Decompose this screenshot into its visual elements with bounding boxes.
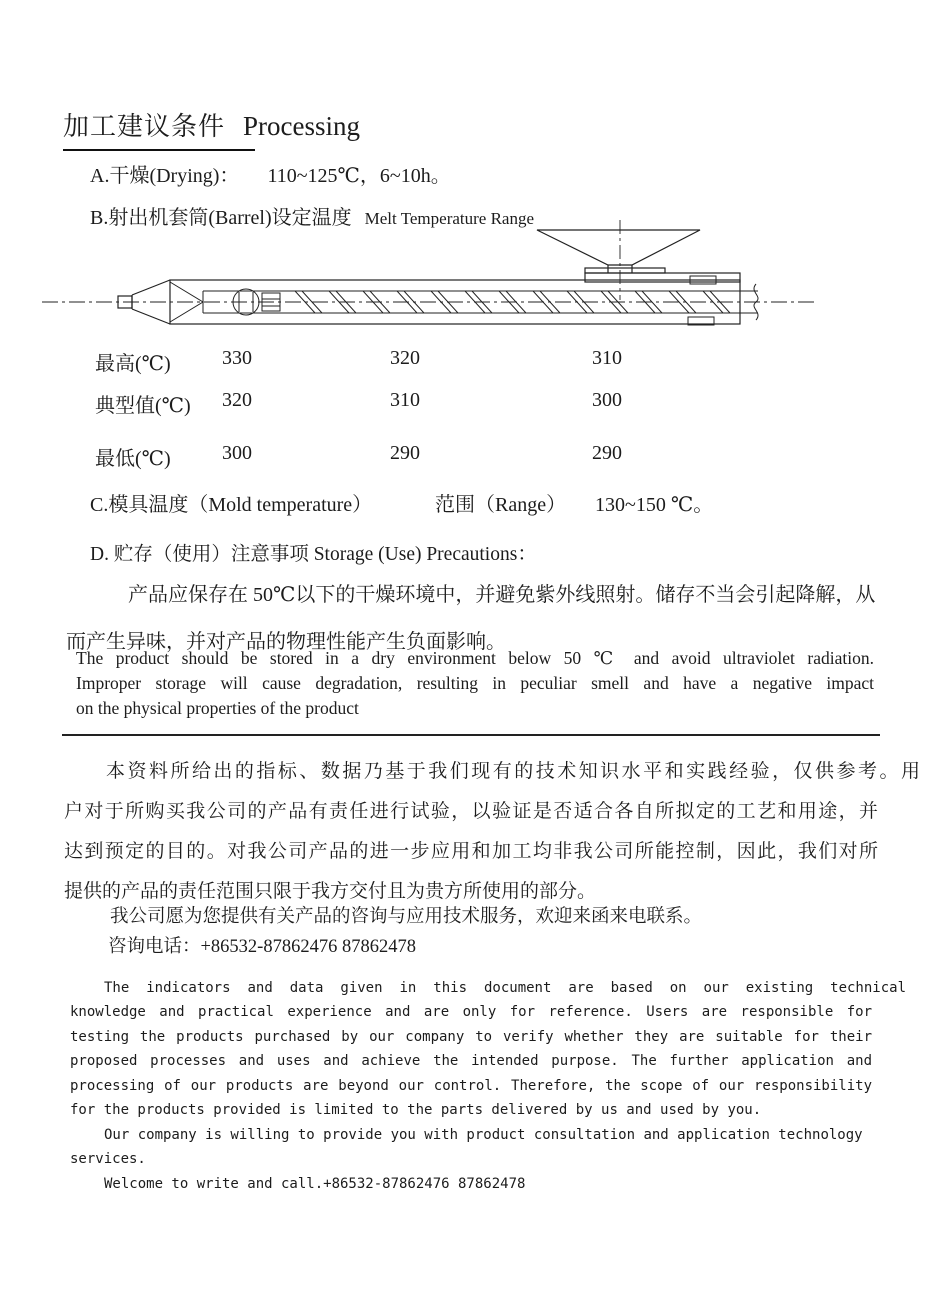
page-title-cn: 加工建议条件 <box>63 112 226 141</box>
contact-phone-cn: 咨询电话：+86532-87862476 87862478 <box>108 937 416 957</box>
title-underline <box>63 149 255 151</box>
page-title <box>63 106 360 143</box>
min-zone1: 300 <box>222 442 252 464</box>
disclaimer-en-line6: for the products provided is limited to the parts delivered by us and used by you. <box>70 1102 762 1118</box>
hopper-flange <box>585 268 665 273</box>
disclaimer-cn-line1: 本资料所给出的指标、数据乃基于我们现有的技术知识水平和实践经验，仅供参考。用 <box>106 761 920 782</box>
disclaimer-cn-line2: 户对于所购买我公司的产品有责任进行试验，以验证是否适合各自所拟定的工艺和用途，并 <box>64 801 878 822</box>
disclaimer-en-line5: processing of our products are beyond our control. Therefore, the scope of our responsibility <box>70 1078 872 1094</box>
drying-label: A.干燥(Drying)： <box>90 165 240 187</box>
disclaimer-en-line4: proposed processes and uses and achieve the intended purpose. The further application and <box>70 1053 872 1069</box>
storage-cn-line2: 而产生异味，并对产品的物理性能产生负面影响。 <box>66 631 506 653</box>
max-zone3: 310 <box>592 347 622 369</box>
disclaimer-en-line2: knowledge and practical experience and are only for reference. Users are responsible for <box>70 1004 872 1020</box>
barrel-temp-label-cn: B.射出机套筒(Barrel)设定温度 <box>90 207 352 229</box>
storage-cn-line1: 产品应保存在 50℃以下的干燥环境中，并避免紫外线照射。储存不当会引起降解，从 <box>128 584 876 606</box>
row-label-min: 最低(℃) <box>95 448 171 470</box>
disclaimer-en-line8: services. <box>70 1151 146 1167</box>
range-label: 范围（Range） <box>435 494 567 516</box>
disclaimer-cn-service-line: 我公司愿为您提供有关产品的咨询与应用技术服务，欢迎来函来电联系。 <box>110 907 703 927</box>
section-storage-precautions: D. 贮存（使用）注意事项 Storage (Use) Precautions： <box>90 544 537 565</box>
disclaimer-cn-line4: 提供的产品的责任范围只限于我方交付且为贵方所使用的部分。 <box>64 881 597 902</box>
storage-en-line2: Improper storage will cause degradation, resulting in peculiar smell and have a negative impact <box>76 673 874 693</box>
row-label-max: 最高(℃) <box>95 353 171 375</box>
storage-en-line3: on the physical properties of the product <box>76 698 359 718</box>
storage-en-line1: The product should be stored in a dry environment below 50 ℃ and avoid ultraviolet radiation. <box>76 648 874 668</box>
typical-zone3: 300 <box>592 389 622 411</box>
mold-temp-label: C.模具温度（Mold temperature） <box>90 494 373 516</box>
typical-zone1: 320 <box>222 389 252 411</box>
range-value: 130~150 ℃。 <box>595 494 714 516</box>
barrel-temp-label-en: Melt Temperature Range <box>364 209 535 228</box>
feed-housing <box>585 273 740 282</box>
row-label-typical: 典型值(℃) <box>95 395 191 417</box>
barrel-screw-diagram <box>40 216 830 338</box>
section-mold-temperature <box>90 488 890 514</box>
max-zone2: 320 <box>390 347 420 369</box>
disclaimer-en-line3: testing the products purchased by our company to verify whether they are suitable for their <box>70 1029 872 1045</box>
table-row-typical <box>0 389 930 415</box>
disclaimer-cn-line3: 达到预定的目的。对我公司产品的进一步应用和加工均非我公司所能控制，因此，我们对所 <box>64 841 878 862</box>
min-zone3: 290 <box>592 442 622 464</box>
divider-rule <box>62 734 880 736</box>
disclaimer-en-line7: Our company is willing to provide you with product consultation and application technology <box>104 1127 863 1143</box>
screw-collar-lines <box>262 299 280 306</box>
extruder-drawing-svg <box>40 216 830 338</box>
page-title-en: Processing <box>243 111 361 141</box>
contact-phone-en: Welcome to write and call.+86532-87862476 87862478 <box>104 1176 526 1192</box>
hopper-funnel <box>537 230 700 265</box>
disclaimer-en-line1: The indicators and data given in this document are based on our existing technical <box>104 980 906 996</box>
min-zone2: 290 <box>390 442 420 464</box>
section-drying <box>90 159 451 188</box>
table-row-min <box>0 442 930 468</box>
table-row-max <box>0 347 930 373</box>
drying-value: 110~125℃，6~10h。 <box>267 165 451 187</box>
typical-zone2: 310 <box>390 389 420 411</box>
max-zone1: 330 <box>222 347 252 369</box>
